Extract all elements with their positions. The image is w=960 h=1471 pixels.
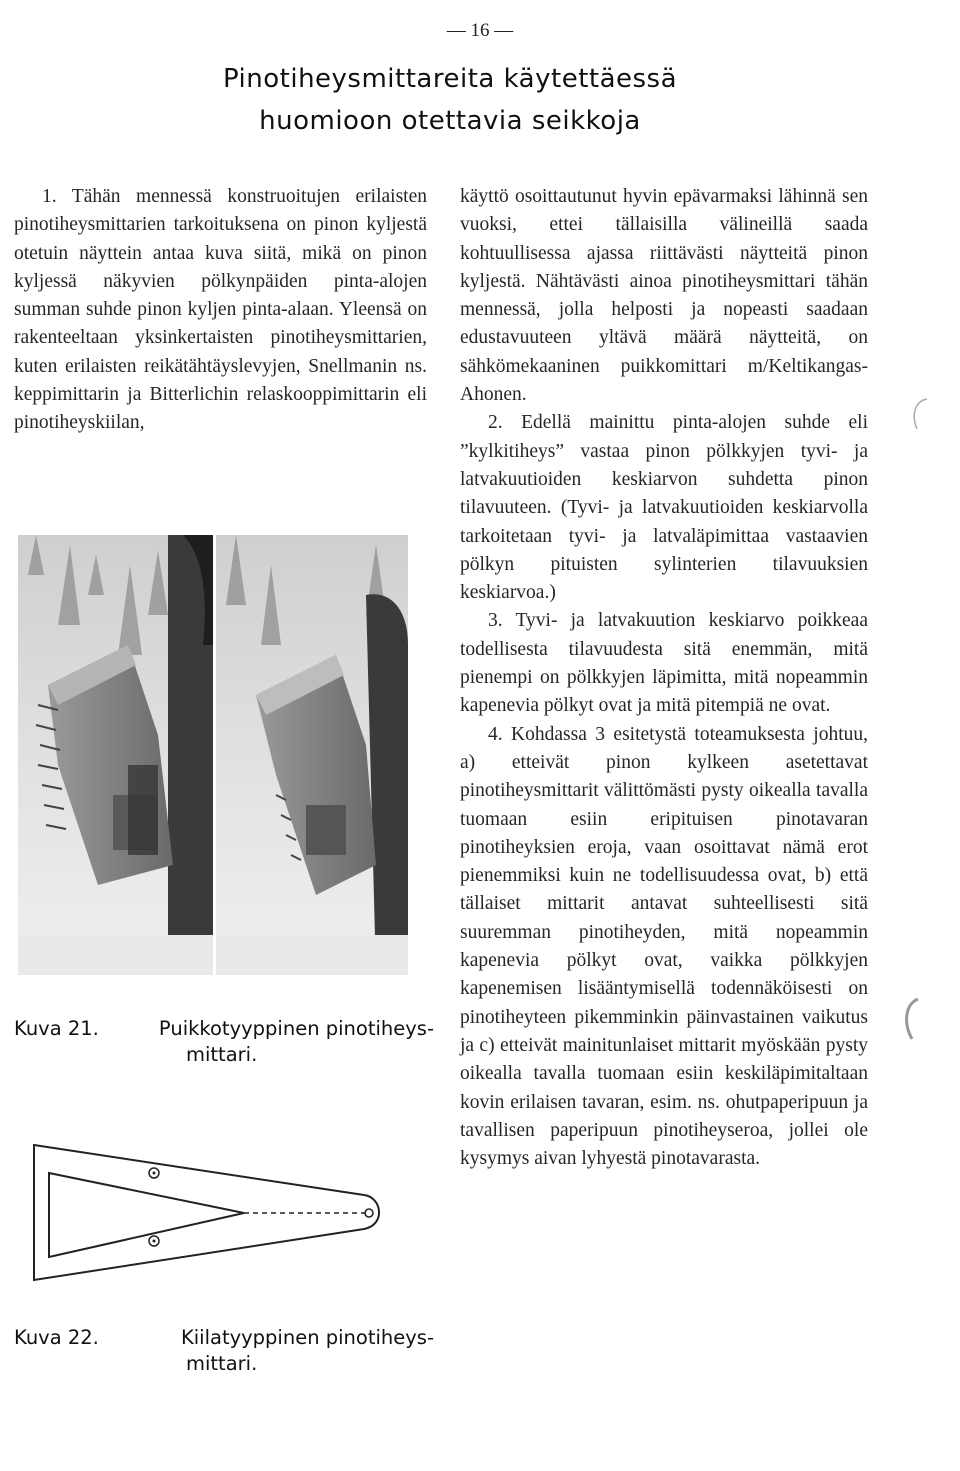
- figure-22-caption: [14, 1325, 434, 1377]
- left-column: [14, 183, 427, 438]
- right-paragraph-2: 2. Edellä mainittu pinta-alojen suhde eli ”kylkitiheys” vastaa pinon pölkkyjen tyvi- ja latvakuutioiden keskiarvon suhdetta pinon tilavuuteen. (Tyvi- ja latvakuutioiden keskiarvolla tarkoitetaan tyvi- ja latvaläpimittaa vastaavien pölkyn pituisten sylinterien tilavuuksien keskiarvoa.): [460, 412, 868, 604]
- right-column: [460, 183, 868, 1173]
- photo-left-panel: [18, 535, 213, 975]
- photo-right-panel: [216, 535, 408, 975]
- figure-21-text-cont: mittari.: [186, 1043, 258, 1066]
- page-speck: [905, 395, 935, 435]
- figure-21-text: Puikkotyyppinen pinotiheys-: [158, 1017, 434, 1040]
- right-paragraph-1: käyttö osoittautunut hyvin epävarmaksi lähinnä sen vuoksi, ettei tällaisilla välineillä saada kohtuullisessa ajassa riittävästi näytteitä pinon kyljestä. Nähtävästi ainoa pinotiheysmittari tähän mennessä, jolla helposti ja nopeasti saadaan edustavuuteen yltävä määrä näytteitä, on sähkömekaaninen puikkomittari m/Keltikangas-Ahonen.: [460, 186, 868, 406]
- figure-21-caption: [14, 1016, 434, 1068]
- left-paragraph-1: 1. Tähän mennessä konstruoitujen erilaisten pinotiheysmittarien tarkoituksena on pinon kyljestä otetuin näyttein antaa kuva siitä, mikä on pinon kyljessä näkyvien pölkynpäiden pinta-alojen summan suhde pinon kyljen pinta-alaan. Yleensä on rakenteeltaan yksinkertaisten pinotiheysmittarien, kuten erilaisten reikätähtäyslevyjen, Snellmanin ns. keppimittarin ja Bitterlichin relaskooppimittarin eli pinotiheyskiilan,: [14, 186, 427, 434]
- figure-22-label: Kuva 22.: [14, 1326, 99, 1349]
- right-paragraph-3: 3. Tyvi- ja latvakuution keskiarvo poikkeaa todellisesta tilavuudesta sitä enemmän, mitä pienempi on pölkkyjen läpimitta, mitä nopeammin kapenevia pölkyt ovat ja mitä pitempiä ne ovat.: [460, 610, 868, 717]
- page-speck: [898, 995, 928, 1045]
- title-line-1: Pinotiheysmittareita käytettäessä: [222, 64, 678, 94]
- figure-21-label: Kuva 21.: [14, 1017, 99, 1040]
- title-line-2: huomioon otettavia seikkoja: [259, 106, 641, 136]
- figure-22-text: Kiilatyyppinen pinotiheys-: [180, 1326, 434, 1349]
- page-title: [150, 58, 750, 142]
- right-paragraph-4: 4. Kohdassa 3 esitetystä toteamuksesta johtuu, a) etteivät pinon kylkeen asetettavat pinotiheysmittarit välittömästi pysty oikealla tavalla tuomaan esiin eripituisen pinotavaran pinotiheyksien eroja, vaan osoittavat nämä erot pienemmiksi kuin ne todellisuudessa ovat, b) että tällaiset mittarit antavat suhteellisesti sitä suuremman pinotiheyden, mitä nopeammin kapenevia pölkyt ovat, vaikka pölkkyjen kapenemisen lisääntymisellä todennäköisesti on pinotiheyteen pikemminkin päinvastainen vaikutus ja c) etteivät mainitunlaiset mittarit myöskään pysty oikealla tavalla tuomaan esiin keskiläpimitaltaan kovin erilaisen tavaran, esim. ns. ohutpaperipuun ja tavallisen paperipuun pinotiheyseroa, jollei ole kysymys aivan lyhyestä pinotavarasta.: [460, 723, 868, 1170]
- page-number: — 16 —: [446, 20, 514, 41]
- figure-22-text-cont: mittari.: [186, 1352, 258, 1375]
- figure-22-diagram: [14, 1135, 404, 1285]
- figure-21-photo: [18, 535, 408, 975]
